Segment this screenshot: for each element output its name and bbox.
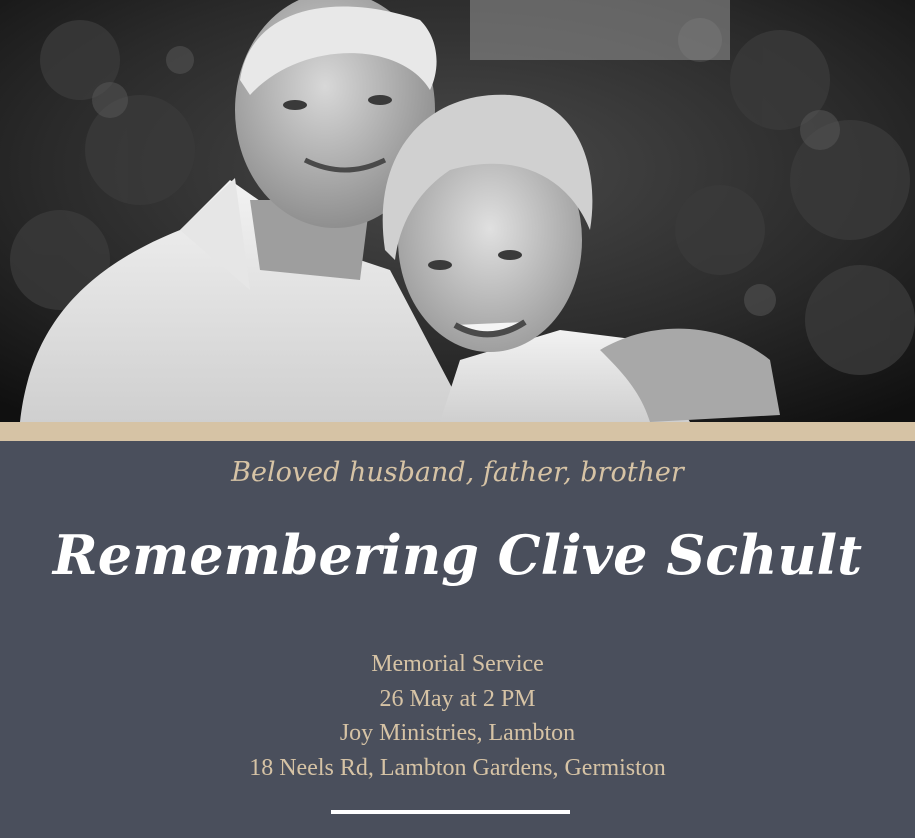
divider: [331, 810, 570, 814]
event-name: Memorial Service: [371, 651, 544, 677]
service-details: [0, 647, 915, 785]
event-venue: Joy Ministries, Lambton: [339, 720, 576, 746]
event-address: 18 Neels Rd, Lambton Gardens, Germiston: [249, 754, 666, 781]
memorial-panel: [0, 441, 915, 838]
event-datetime: 26 May at 2 PM: [379, 685, 536, 712]
accent-band: [0, 422, 915, 441]
page-title: Remembering Clive Schult: [52, 523, 863, 587]
subtitle: Beloved husband, father, brother: [231, 457, 684, 488]
